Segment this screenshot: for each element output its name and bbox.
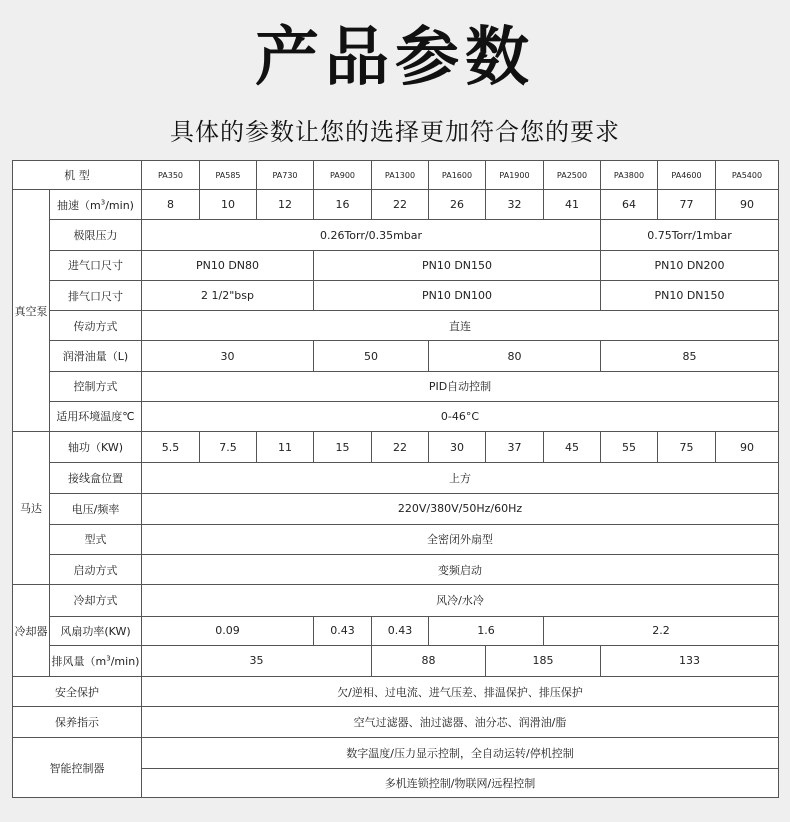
value-cell: 2 1/2"bsp <box>142 280 314 310</box>
table-row <box>13 676 779 706</box>
row-label-maint: 保养指示 <box>13 707 142 738</box>
value-cell: 0.26Torr/0.35mbar <box>142 220 601 250</box>
table-row <box>13 341 779 371</box>
value-cell: 0.09 <box>142 616 314 645</box>
value-cell: 41 <box>544 190 601 220</box>
table-row <box>13 280 779 310</box>
row-label-exhaust: 排气口尺寸 <box>50 280 142 310</box>
row-label-type: 型式 <box>50 524 142 554</box>
value-cell: PN10 DN150 <box>601 280 779 310</box>
value-cell: PN10 DN150 <box>314 250 601 280</box>
value-cell: 35 <box>142 645 372 676</box>
table-row <box>13 645 779 676</box>
model-cell: PA4600 <box>658 161 716 190</box>
value-cell: 64 <box>601 190 658 220</box>
row-label-ultimate: 极限压力 <box>50 220 142 250</box>
value-cell: 37 <box>486 432 544 463</box>
value-cell: PN10 DN200 <box>601 250 779 280</box>
model-cell: PA350 <box>142 161 200 190</box>
value-cell: 全密闭外扇型 <box>142 524 779 554</box>
row-label-control: 控制方式 <box>50 371 142 401</box>
model-cell: PA3800 <box>601 161 658 190</box>
model-cell: PA730 <box>257 161 314 190</box>
value-cell: 16 <box>314 190 372 220</box>
value-cell: 多机连锁控制/物联网/远程控制 <box>142 768 779 797</box>
page-subtitle: 具体的参数让您的选择更加符合您的要求 <box>170 118 620 146</box>
table-row <box>13 371 779 401</box>
value-cell: 10 <box>200 190 257 220</box>
value-cell: 185 <box>486 645 601 676</box>
model-cell: PA5400 <box>716 161 779 190</box>
model-cell: PA1600 <box>429 161 486 190</box>
row-label-inlet: 进气口尺寸 <box>50 250 142 280</box>
row-label-drive: 传动方式 <box>50 311 142 341</box>
row-label-cooling: 冷却方式 <box>50 585 142 616</box>
value-cell: 15 <box>314 432 372 463</box>
value-cell: 12 <box>257 190 314 220</box>
table-row <box>13 524 779 554</box>
table-row <box>13 463 779 493</box>
model-cell: PA2500 <box>544 161 601 190</box>
group-label-pump: 真空泵 <box>13 190 50 432</box>
value-cell: 32 <box>486 190 544 220</box>
table-row <box>13 220 779 250</box>
value-cell: 85 <box>601 341 779 371</box>
table-row <box>13 401 779 431</box>
value-cell: 7.5 <box>200 432 257 463</box>
value-cell: 数字温度/压力显示控制，全自动运转/停机控制 <box>142 738 779 768</box>
table-row <box>13 585 779 616</box>
value-cell: 80 <box>429 341 601 371</box>
value-cell: 30 <box>142 341 314 371</box>
spec-table <box>12 160 779 798</box>
row-label-power: 轴功（KW) <box>50 432 142 463</box>
row-label-airflow: 排风量$(m^3/\min)$ <box>50 645 142 676</box>
table-row <box>13 432 779 463</box>
value-cell: 2.2 <box>544 616 779 645</box>
value-cell: 133 <box>601 645 779 676</box>
table-row <box>13 707 779 738</box>
row-label-speed: 抽速$(m^3/\min)$ <box>50 190 142 220</box>
table-row <box>13 493 779 524</box>
table-row <box>13 555 779 585</box>
value-cell: 变频启动 <box>142 555 779 585</box>
value-cell: 上方 <box>142 463 779 493</box>
model-cell: PA585 <box>200 161 257 190</box>
value-cell: 26 <box>429 190 486 220</box>
value-cell: PN10 DN80 <box>142 250 314 280</box>
value-cell: 22 <box>372 432 429 463</box>
row-label-fan: 风扇功率(KW) <box>50 616 142 645</box>
model-header: 机 型 <box>13 161 142 190</box>
value-cell: 0.43 <box>314 616 372 645</box>
value-cell: 欠/逆相、过电流、进气压差、排温保护、排压保护 <box>142 676 779 706</box>
value-cell: PN10 DN100 <box>314 280 601 310</box>
value-cell: 22 <box>372 190 429 220</box>
row-label-oil: 润滑油量（L) <box>50 341 142 371</box>
value-cell: 50 <box>314 341 429 371</box>
value-cell: 77 <box>658 190 716 220</box>
value-cell: 5.5 <box>142 432 200 463</box>
value-cell: 0.43 <box>372 616 429 645</box>
value-cell: 30 <box>429 432 486 463</box>
value-cell: 风冷/水冷 <box>142 585 779 616</box>
row-label-voltage: 电压/频率 <box>50 493 142 524</box>
value-cell: 55 <box>601 432 658 463</box>
table-row <box>13 161 779 190</box>
table-row <box>13 738 779 768</box>
value-cell: 8 <box>142 190 200 220</box>
value-cell: 1.6 <box>429 616 544 645</box>
value-cell: 空气过滤器、油过滤器、油分芯、润滑油/脂 <box>142 707 779 738</box>
row-label-smart: 智能控制器 <box>13 738 142 798</box>
page-title: 产品参数 <box>255 21 535 95</box>
row-label-temp: 适用环境温度℃ <box>50 401 142 431</box>
value-cell: 220V/380V/50Hz/60Hz <box>142 493 779 524</box>
value-cell: 11 <box>257 432 314 463</box>
value-cell: 75 <box>658 432 716 463</box>
table-row <box>13 616 779 645</box>
group-label-motor: 马达 <box>13 432 50 585</box>
value-cell: 90 <box>716 190 779 220</box>
value-cell: PID自动控制 <box>142 371 779 401</box>
table-row <box>13 311 779 341</box>
value-cell: 88 <box>372 645 486 676</box>
row-label-start: 启动方式 <box>50 555 142 585</box>
value-cell: 90 <box>716 432 779 463</box>
model-cell: PA900 <box>314 161 372 190</box>
row-label-safety: 安全保护 <box>13 676 142 706</box>
group-label-cooler: 冷却器 <box>13 585 50 677</box>
model-cell: PA1900 <box>486 161 544 190</box>
value-cell: 0-46°C <box>142 401 779 431</box>
table-row <box>13 250 779 280</box>
table-row <box>13 190 779 220</box>
value-cell: 0.75Torr/1mbar <box>601 220 779 250</box>
value-cell: 45 <box>544 432 601 463</box>
model-cell: PA1300 <box>372 161 429 190</box>
row-label-junction: 接线盒位置 <box>50 463 142 493</box>
value-cell: 直连 <box>142 311 779 341</box>
